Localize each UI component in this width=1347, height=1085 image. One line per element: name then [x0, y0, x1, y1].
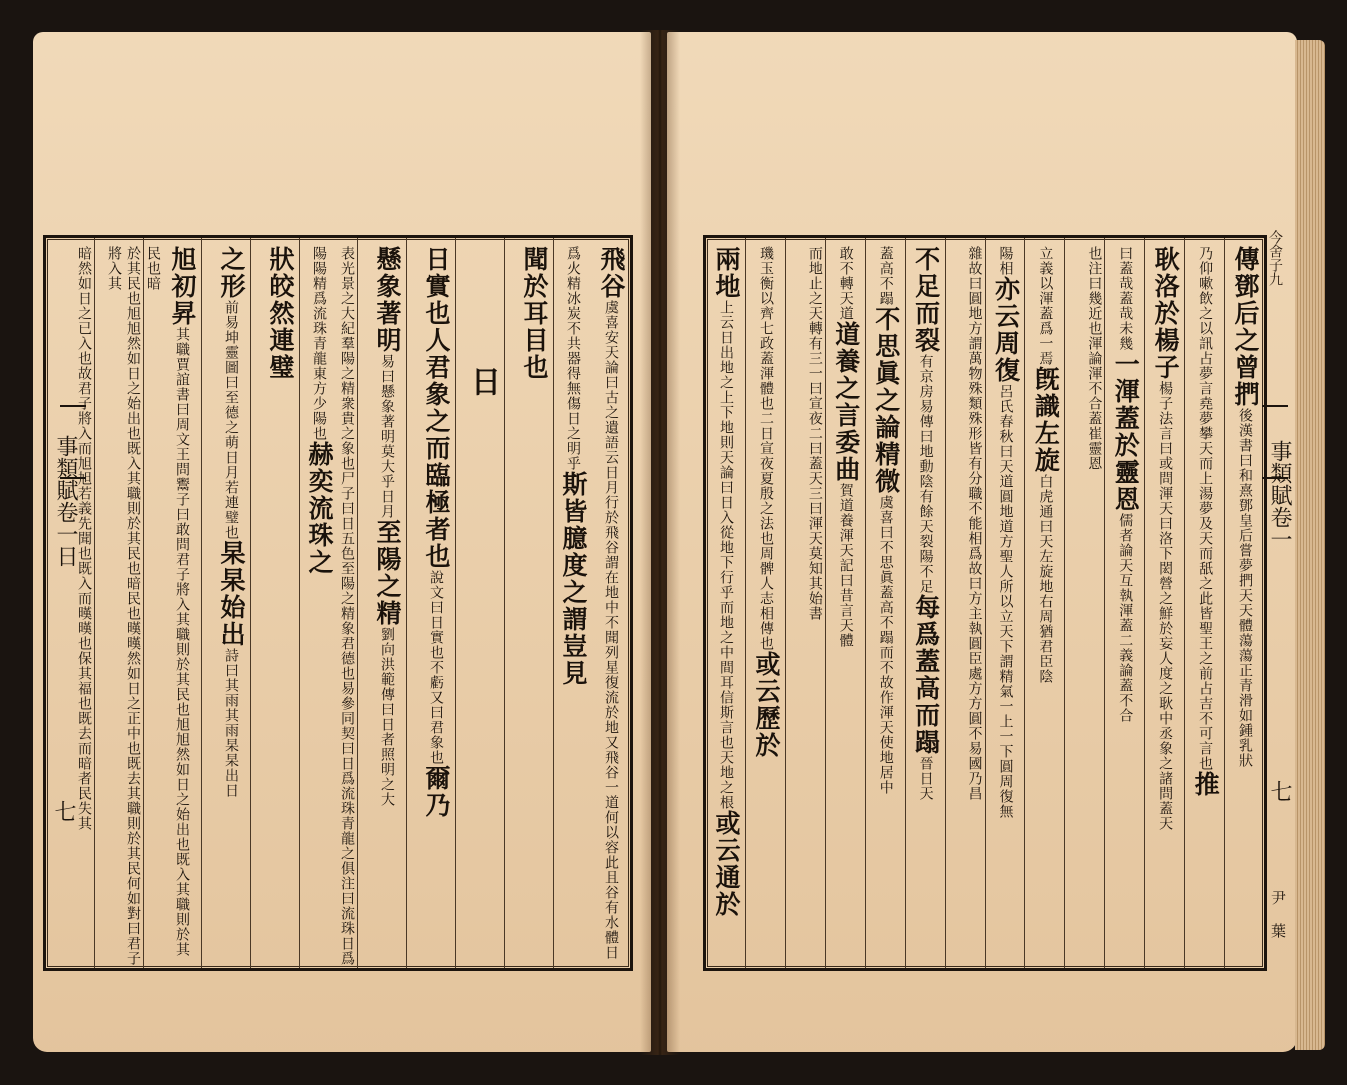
right-commentary-text: 曰蓋哉蓋哉未幾	[1117, 246, 1134, 351]
page-edge-stack	[1295, 40, 1325, 1050]
left-commentary-text: 其職賈誼書曰周文王問鬻子曰敢問君子將入其職則於其民也旭旭然如日之始出也既入其職則於其民也暗	[145, 246, 190, 957]
right-commentary-text: 乃仰嗽飲之以訊占夢言堯夢攀天而上湯夢及天而舐之此皆聖王之前占吉不可言也	[1197, 246, 1214, 771]
right-columns	[706, 238, 1264, 968]
right-text-frame	[703, 235, 1267, 971]
right-commentary-text: 蓋高不蹋	[877, 246, 894, 306]
left-commentary-text: 前易坤靈圖曰至德之萌日月若連璧也	[223, 300, 239, 540]
left-main-text: 狀	[266, 246, 295, 273]
left-main-text: 聞於耳目也	[520, 246, 549, 381]
left-column-5	[357, 238, 406, 968]
right-main-text: 每爲蓋高而蹋	[911, 594, 941, 756]
right-side-title: 事類賦卷一	[1267, 440, 1292, 550]
left-commentary-text: 暗然如日之已入也故君子將入而旭旭若義先聞也既入而暵暵也保其福也既去而暗者民失其	[76, 246, 92, 831]
right-column-2	[1184, 238, 1224, 968]
right-main-text: 或云通於	[712, 810, 742, 918]
right-commentary-text: 晉日天	[917, 756, 934, 801]
left-commentary-text: 虞喜安天論曰古之遺語云日月行於飛谷謂在地中不聞列星復流於地又飛谷一道何以容此且谷有水體日爲火精冰炭不共器得無傷日之明乎	[565, 246, 619, 960]
left-main-text: 日實也人君象之而臨極者也	[422, 246, 451, 570]
right-main-text: 耿洛於楊子	[1151, 246, 1181, 381]
left-main-text: 皎然連璧	[266, 273, 295, 381]
right-column-3	[1144, 238, 1184, 968]
left-column-2	[504, 238, 553, 968]
right-commentary-text: 後漢書曰和熹鄧皇后嘗夢捫天天體蕩蕩正青滑如鍾乳狀	[1237, 408, 1253, 768]
left-main-text: 杲杲始出	[217, 540, 246, 648]
left-page-number: 七	[51, 800, 76, 822]
right-main-text: 或云歷於	[751, 651, 781, 759]
right-main-text: 傳鄧后之曾捫	[1231, 246, 1260, 408]
left-commentary-text: 於其民也旭旭然如日之始出也既入其職則於其民也暗民也暵暵然如日之正中也既去其職則於其民何如對曰君子將入其	[106, 246, 141, 966]
right-commentary-text: 儒者論天互執渾蓋二義論蓋不合	[1117, 513, 1134, 723]
left-section-heading: 日	[465, 366, 500, 396]
left-column-1	[553, 238, 630, 968]
right-commentary-text: 白虎通曰天左旋地右周猶君臣陰	[1037, 474, 1054, 684]
right-commentary-text: 渾論渾不合蓋崔靈恩	[1086, 336, 1103, 471]
right-commentary-text: 有京房易傳曰地動陰有餘天裂陽不足	[917, 354, 934, 594]
right-commentary-text: 上云日出地之上下地則天論曰日入從地下行乎而地之中間耳信斯言也天地之根	[718, 300, 735, 810]
book-gutter	[640, 30, 680, 1055]
right-column-8	[945, 238, 985, 968]
left-main-text: 爾乃	[422, 765, 451, 819]
right-commentary-text: 也注曰幾近也	[1086, 246, 1103, 336]
right-column-12	[785, 238, 825, 968]
right-marginal-note: 今舍子九	[1267, 230, 1283, 286]
left-main-text: 至陽之精	[373, 519, 402, 627]
right-main-text: 旣識左旋	[1031, 366, 1061, 474]
left-column-4	[406, 238, 455, 968]
left-commentary-text: 詩曰其雨其雨杲杲出日	[223, 648, 239, 798]
right-column-4	[1104, 238, 1144, 968]
right-column-1	[1224, 238, 1264, 968]
right-main-text: 推	[1191, 771, 1221, 798]
left-side-title: 事類賦卷一日	[53, 435, 78, 567]
right-column-10	[865, 238, 905, 968]
left-column-6	[299, 238, 357, 968]
right-commentary-text: 而地止之天轉	[806, 246, 823, 336]
left-main-text: 旭初昇	[168, 246, 197, 327]
left-column-8	[201, 238, 250, 968]
left-commentary-text: 表光景之大紀羣陽之精衆貴之象也尸子曰日五色至陽之精象君德也易參同契曰日爲流珠青龍之俱注曰流珠日爲陽陽精爲流珠青龍東方少陽也	[311, 246, 355, 966]
right-commentary-text: 賀道養渾天記曰昔言天體	[837, 483, 854, 648]
left-commentary-text: 說文曰日實也不虧又曰君象也	[428, 570, 444, 765]
right-column-6	[1024, 238, 1064, 968]
left-text-frame	[43, 235, 633, 971]
right-commentary-text: 虞喜曰不思眞蓋高不蹋而不故作渾天使地居中	[877, 495, 894, 795]
right-commentary-text: 璣玉衡以齊七政蓋渾體也二日宣夜夏殷之法也周髀人志相傳也	[757, 246, 774, 651]
right-main-text: 亦云周復	[991, 276, 1021, 384]
left-main-text: 斯皆臆度之謂豈見	[559, 471, 588, 687]
left-commentary-text: 劉向洪範傳曰日者照明之大	[379, 627, 395, 807]
left-column-9	[143, 238, 201, 968]
right-column-9	[905, 238, 945, 968]
right-main-text: 不思眞之論精微	[871, 306, 901, 495]
right-footer-mark: 尹 葉	[1269, 890, 1287, 938]
right-commentary-text: 楊子法言曰或問渾天曰洛下閎營之鮮於妄人度之耿中丞象之諸問蓋天	[1157, 381, 1174, 831]
right-column-13	[745, 238, 785, 968]
left-column-7	[250, 238, 299, 968]
right-commentary-text: 有三一曰宣夜二曰蓋天三曰渾天莫知其始書	[806, 336, 823, 621]
right-page-number: 七	[1267, 780, 1292, 802]
right-column-7	[985, 238, 1025, 968]
right-commentary-text: 立義以渾蓋爲一焉	[1037, 246, 1054, 366]
right-column-11	[825, 238, 865, 968]
left-main-text: 飛谷	[597, 246, 626, 300]
right-main-text: 不足而裂	[911, 246, 941, 354]
left-main-text: 之形	[217, 246, 246, 300]
right-commentary-text: 雜故曰圓地方謂萬物殊類殊形皆有分職不能相爲故曰方主執圓臣處方方圓不易國乃昌	[966, 246, 983, 801]
right-commentary-text: 陽相	[997, 246, 1014, 276]
left-main-text: 懸象著明	[373, 246, 402, 354]
left-main-text: 赫奕流珠之	[305, 441, 334, 576]
right-main-text: 一渾蓋於靈恩	[1111, 351, 1141, 513]
right-commentary-text: 呂氏春秋曰天道圓地道方聖人所以立天下謂精氣一上一下圓周復無	[997, 384, 1014, 819]
right-main-text: 兩地	[712, 246, 742, 300]
left-columns	[46, 238, 630, 968]
right-column-14	[706, 238, 745, 968]
left-column-3	[455, 238, 504, 968]
right-commentary-text: 敢不轉天道	[837, 246, 854, 321]
left-column-11	[46, 238, 94, 968]
left-commentary-text: 易曰懸象著明莫大乎日月	[379, 354, 395, 519]
right-column-5	[1064, 238, 1104, 968]
right-main-text: 道養之言委曲	[831, 321, 861, 483]
left-column-10	[94, 238, 143, 968]
